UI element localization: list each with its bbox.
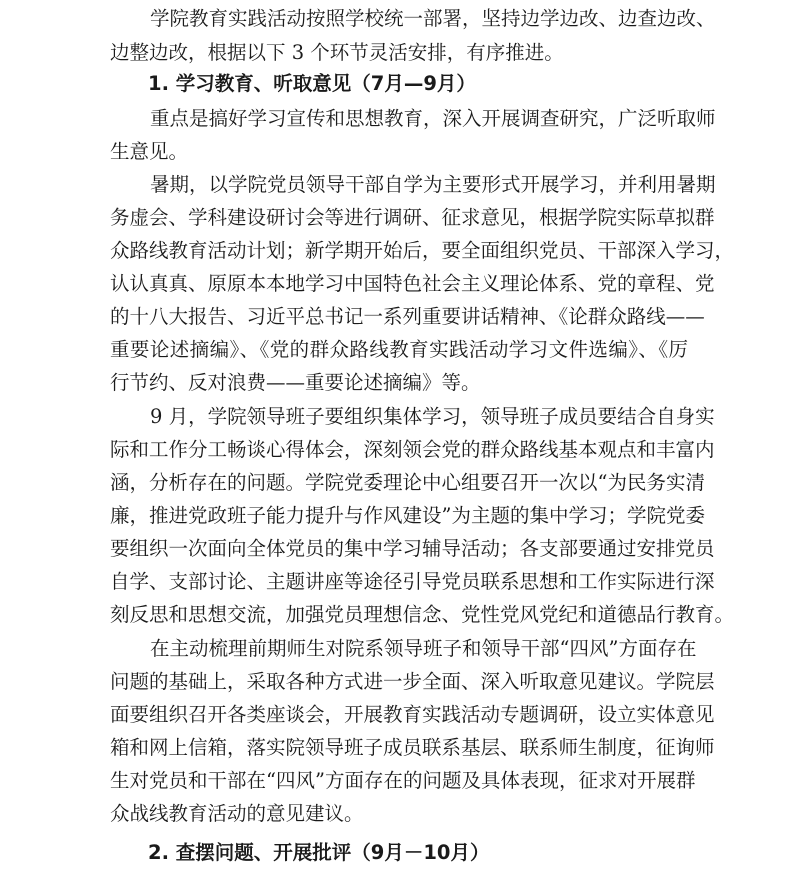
para2-line-6: 重要论述摘编》、《党的群众路线教育实践活动学习文件选编》、《厉 bbox=[110, 338, 688, 361]
para4-line-3: 面要组织召开各类座谈会，开展教育实践活动专题调研，设立实体意见 bbox=[110, 703, 715, 726]
para4-line-1: 在主动梳理前期师生对院系领导班子和领导干部“四风”方面存在 bbox=[150, 637, 697, 660]
section-1-heading: 1. 学习教育、听取意见（7月—9月） bbox=[148, 72, 476, 95]
para2-line-7: 行节约、反对浪费——重要论述摘编》等。 bbox=[110, 371, 481, 394]
intro-line-1: 学院教育实践活动按照学校统一部署，坚持边学边改、边查边改、 bbox=[150, 7, 716, 30]
para2-line-4: 认认真真、原原本本地学习中国特色社会主义理论体系、党的章程、党 bbox=[110, 272, 715, 295]
para3-line-2: 际和工作分工畅谈心得体会，深刻领会党的群众路线基本观点和丰富内 bbox=[110, 438, 715, 461]
para4-line-5: 生对党员和干部在“四风”方面存在的问题及具体表现，征求对开展群 bbox=[110, 769, 696, 792]
para3-line-6: 自学、支部讨论、主题讲座等途径引导党员联系思想和工作实际进行深 bbox=[110, 570, 715, 593]
intro-line-2: 边整边改，根据以下 3 个环节灵活安排，有序推进。 bbox=[110, 41, 564, 64]
para3-line-1: 9 月，学院领导班子要组织集体学习，领导班子成员要结合自身实 bbox=[150, 405, 715, 428]
para4-line-2: 问题的基础上，采取各种方式进一步全面、深入听取意见建议。学院层 bbox=[110, 670, 715, 693]
para3-line-4: 廉，推进党政班子能力提升与作风建设”为主题的集中学习；学院党委 bbox=[110, 504, 705, 527]
para2-line-2: 务虚会、学科建设研讨会等进行调研、征求意见，根据学院实际草拟群 bbox=[110, 206, 715, 229]
section-2-heading: 2. 查摆问题、开展批评（9月－10月） bbox=[148, 841, 490, 864]
para1-line-2: 生意见。 bbox=[110, 140, 189, 163]
para3-line-3: 涵，分析存在的问题。学院党委理论中心组要召开一次以“为民务实清 bbox=[110, 471, 705, 494]
para4-line-4: 箱和网上信箱，落实院领导班子成员联系基层、联系师生制度，征询师 bbox=[110, 736, 715, 759]
para3-line-5: 要组织一次面向全体党员的集中学习辅导活动；各支部要通过安排党员 bbox=[110, 537, 715, 560]
para2-line-1: 暑期，以学院党员领导干部自学为主要形式开展学习，并利用暑期 bbox=[150, 173, 716, 196]
para4-line-6: 众战线教育活动的意见建议。 bbox=[110, 802, 364, 825]
para2-line-3: 众路线教育活动计划；新学期开始后，要全面组织党员、干部深入学习， bbox=[110, 239, 735, 262]
para3-line-7: 刻反思和思想交流，加强党员理想信念、党性党风党纪和道德品行教育。 bbox=[110, 603, 735, 626]
para1-line-1: 重点是搞好学习宣传和思想教育，深入开展调查研究，广泛听取师 bbox=[150, 107, 716, 130]
para2-line-5: 的十八大报告、习近平总书记一系列重要讲话精神、《论群众路线—— bbox=[110, 305, 705, 328]
